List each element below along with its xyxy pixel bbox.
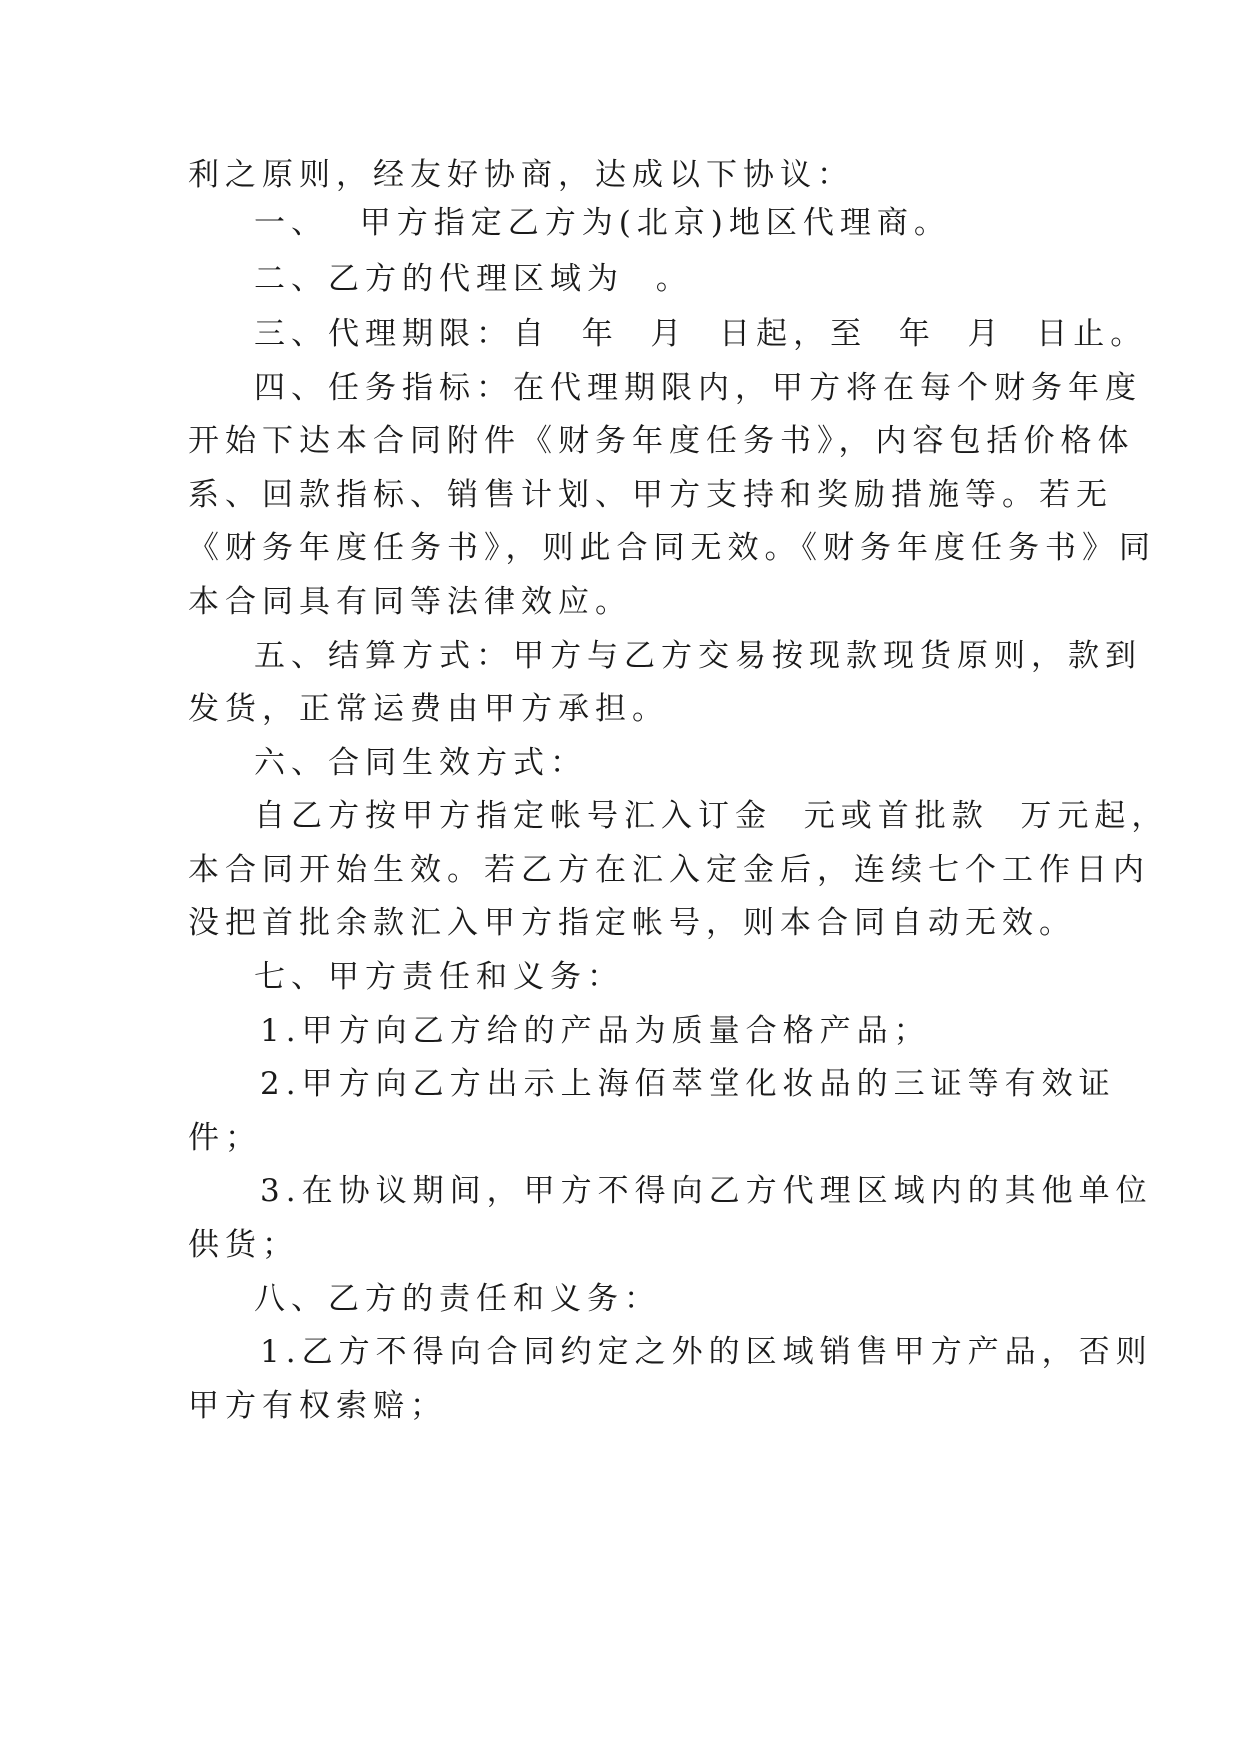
text-line: 本合同具有同等法律效应。 (188, 584, 632, 620)
clause-3: 三、代理期限：自 年 月 日起，至 年 月 日止。 (254, 316, 1148, 352)
text-line: 件； (188, 1120, 262, 1156)
text-line: 供货； (188, 1227, 299, 1263)
sub-item: 1.甲方向乙方给的产品为质量合格产品； (260, 1013, 931, 1049)
text-line: 发货，正常运费由甲方承担。 (188, 691, 669, 727)
text-line: 本合同开始生效。若乙方在汇入定金后，连续七个工作日内 (188, 852, 1150, 888)
text-line: 利之原则，经友好协商，达成以下协议： (188, 157, 854, 193)
clause-7: 七、甲方责任和义务： (254, 959, 624, 995)
text-line: 甲方有权索赔； (188, 1388, 447, 1424)
text-line: 系、回款指标、销售计划、甲方支持和奖励措施等。若无 (188, 477, 1113, 513)
clause-2: 二、乙方的代理区域为 。 (254, 261, 693, 297)
clause-5: 五、结算方式：甲方与乙方交易按现款现货原则，款到 (254, 638, 1142, 674)
text-line: 开始下达本合同附件《财务年度任务书》，内容包括价格体 (188, 423, 1135, 459)
text-line: 没把首批余款汇入甲方指定帐号，则本合同自动无效。 (188, 905, 1076, 941)
clause-8: 八、乙方的责任和义务： (254, 1281, 661, 1317)
text-line: 自乙方按甲方指定帐号汇入订金 元或首批款 万元起， (254, 798, 1169, 834)
sub-item: 3.在协议期间，甲方不得向乙方代理区域内的其他单位 (260, 1173, 1153, 1209)
clause-4: 四、任务指标：在代理期限内，甲方将在每个财务年度 (254, 370, 1142, 406)
text-line: 《财务年度任务书》，则此合同无效。《财务年度任务书》同 (188, 530, 1156, 566)
sub-item: 2.甲方向乙方出示上海佰萃堂化妆品的三证等有效证 (260, 1066, 1116, 1102)
clause-1: 一、 甲方指定乙方为(北京)地区代理商。 (254, 205, 951, 241)
sub-item: 1.乙方不得向合同约定之外的区域销售甲方产品，否则 (260, 1334, 1153, 1370)
clause-6: 六、合同生效方式： (254, 745, 587, 781)
